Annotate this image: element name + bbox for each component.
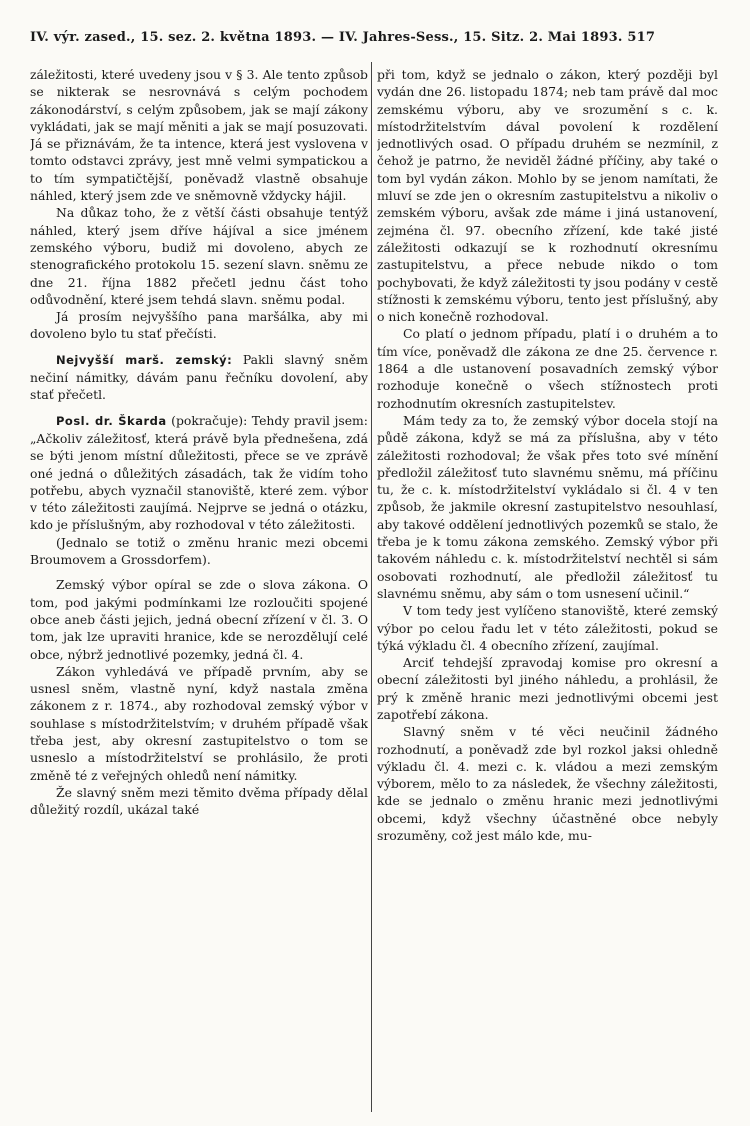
paragraph: Arciť tehdejší zpravodaj komise pro okresní a obecní záležitosti byl jiného náhledu, a prohlásil, že prý k změně hranic mezi jednotlivými obcemi jest zapotřebí zákona. xyxy=(377,655,718,722)
paragraph: záležitosti, které uvedeny jsou v § 3. Ale tento způsob se nikterak se nesrovnává s celým pochodem zákonodárství, s celým způsobem, jak se mají zákony vykládati, jak se mají měniti a jak se mají posuzovati. Já se přiznávám, že ta intence, která jest vyslovena v tomto odstavci zprávy, jest mně velmi sympatickou a to tím sympatičtější, poněvadž vlastně obsahuje náhled, který jsem zde ve sněmovně vždycky hájil. xyxy=(30,67,368,204)
paragraph: Na důkaz toho, že z větší části obsahuje tentýž náhled, který jsem dříve hájíval a sice jménem zemského výboru, budiž mi dovoleno, abych ze stenografického protokolu 15. sezení slavn. sněmu ze dne 21. října 1882 přečetl jednu část toho odůvodnění, které jsem tehdá slavn. sněmu podal. xyxy=(30,205,368,307)
header-dash: — xyxy=(320,30,335,45)
header-czech: IV. výr. zased., 15. sez. 2. května 1893. xyxy=(30,30,317,45)
speech-text: (pokračuje): Tehdy pravil jsem: „Ačkoliv záležitosť, která právě byla přednešena, zdá se býti jenom místní důležitosti, přece se ve zprávě oné jedná o důležitých zásadách, tak že vidím toho potřebu, abych vyznačil stanoviště, které zem. výbor v této záležitosti zaujímá. Nejprve se jedná o otázku, kdo je příslušným, aby rozhodoval v této záležitosti. xyxy=(30,412,368,533)
paragraph: Mám tedy za to, že zemský výbor docela stojí na půdě zákona, když se má za příslušna, aby v této záležitosti rozhodoval; že však přes toto své mínění předložil záležitosť tuto slavnému sněmu, má příčinu tu, že c. k. místodržitelství vykládalo si čl. 4 v ten způsob, že jakmile okresní zastupitelstvo nesouhlasí, aby takové oddělení jednotlivých pozemků se stalo, že třeba je k tomu zákona zemského. Zemský výbor při takovém náhledu c. k. místodržitelství nechtěl si sám osobovati rozhodnutí, ale předložil záležitosť tu slavnému sněmu, aby sám o tom usnesení učinil.“ xyxy=(377,412,718,601)
paragraph: (Jednalo se totiž o změnu hranic mezi obcemi Broumovem a Grossdorfem). xyxy=(30,534,368,568)
left-column xyxy=(30,66,368,1116)
paragraph: Já prosím nejvyššího pana maršálka, aby mi dovoleno bylo tu stať přečísti. xyxy=(30,309,368,342)
paragraph: Slavný sněm v té věci neučinil žádného rozhodnutí, a poněvadž zde byl rozkol jaksi ohledně výkladu čl. 4. mezi c. k. vládou a mezi zemským výborem, mělo to za následek, že všechny záležitosti, kde se jednalo o změnu hranic mezi jednotlivými obcemi, když všechny účastněné obce nebyly srozuměny, což jest málo kde, mu- xyxy=(377,724,718,844)
right-column xyxy=(377,66,718,1116)
page-header xyxy=(30,30,720,50)
paragraph: Že slavný sněm mezi těmito dvěma případy dělal důležitý rozdíl, ukázal také xyxy=(30,784,368,818)
speaker-name: Nejvyšší marš. zemský: xyxy=(56,352,233,367)
paragraph: Zemský výbor opíral se zde o slova zákona. O tom, pod jakými podmínkami lze rozloučiti spojené obce aneb části jejich, jedná obecní zřízení v čl. 3. O tom, jak lze upraviti hranice, kde se nerozdělují celé obce, nýbrž jednotlivé pozemky, jedná čl. 4. xyxy=(30,577,368,662)
speech-text: Pakli slavný sněm nečiní námitky, dávám panu řečníku dovolení, aby stať přečetl. xyxy=(30,351,368,403)
speech-paragraph xyxy=(30,412,368,534)
speech-paragraph xyxy=(30,351,368,404)
page-number: 517 xyxy=(627,30,656,45)
header-german: IV. Jahres-Sess., 15. Sitz. 2. Mai 1893. xyxy=(338,30,623,45)
paragraph: Co platí o jednom případu, platí i o druhém a to tím více, poněvadž dle zákona ze dne 25. července r. 1864 a dle ustanovení posavadních zemský výbor rozhoduje konečně o všech stížnostech proti rozhodnutím okresních zastupitelstev. xyxy=(377,326,718,411)
column-divider xyxy=(371,62,372,1112)
paragraph: Zákon vyhledává ve případě prvním, aby se usnesl sněm, vlastně nyní, když nastala změna zákonem z r. 1874., aby rozhodoval zemský výbor v souhlase s místodržitelstvím; v druhém případě však třeba jest, aby okresní zastupitelstvo o tom se usneslo a místodržitelství se prohlásilo, že proti změně té z veřejných ohledů není námitky. xyxy=(30,663,368,783)
paragraph: při tom, když se jednalo o zákon, který později byl vydán dne 26. listopadu 1874; neb tam právě dal moc zemskému výboru, aby ve srozumění s c. k. místodržitelstvím dával povolení k rozdělení jednotlivých osad. O případu druhém se nezmínil, z čehož je patrno, že neviděl žádné příčiny, aby také o tom byl vydán zákon. Mohlo by se jenom namítati, že mluví se zde jen o okresním zastupitelstvu a nikoliv o zemském výboru, avšak zde máme i jiná ustanovení, zejména čl. 97. obecního zřízení, kde také jisté záležitosti odkazují se k rozhodnutí okresnímu zastupitelstvu, a přece nebude nikdo o tom pochybovati, že když záležitosti ty jsou podány v cestě stížnosti k zemskému výboru, tento jest příslušný, aby o nich konečně rozhodoval. xyxy=(377,67,718,325)
speaker-name: Posl. dr. Škarda xyxy=(56,413,167,428)
paragraph: V tom tedy jest vylíčeno stanoviště, které zemský výbor po celou řadu let v této záležitosti, pokud se týká výkladu čl. 4 obecního zřízení, zaujímal. xyxy=(377,603,718,653)
